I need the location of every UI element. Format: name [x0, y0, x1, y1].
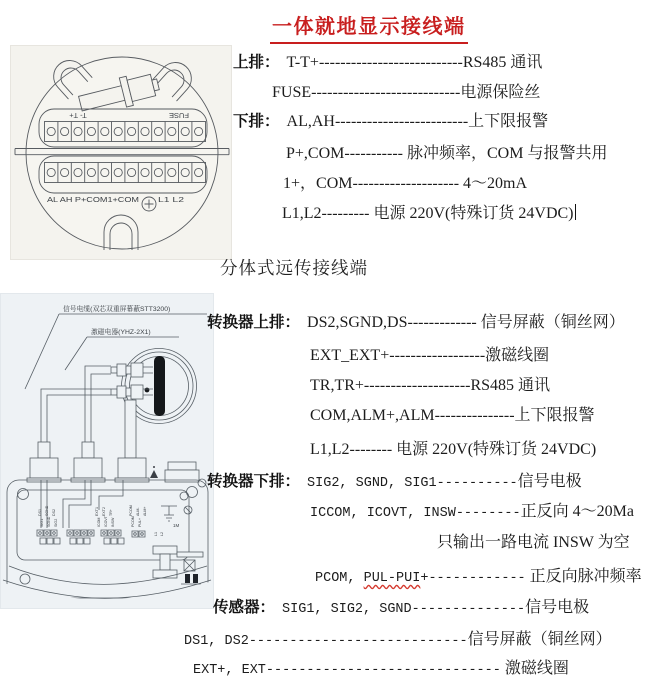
- ground-label: 1M: [173, 523, 180, 528]
- leader-dashes: -----------------------------: [265, 663, 501, 678]
- svg-text:L2: L2: [160, 532, 164, 536]
- wiring-row: [233, 53, 542, 73]
- terminal-desc: 上下限报警: [514, 407, 595, 424]
- terminal-code: FUSE: [272, 84, 312, 101]
- row-label: 下排：: [233, 113, 280, 130]
- svg-text:ALM-: ALM-: [136, 507, 140, 516]
- terminal-desc: 信号电极: [517, 473, 582, 490]
- excitation-cable-label: 激磁电器(YHZ-2X1): [91, 329, 151, 336]
- integrated-terminal-diagram: [11, 46, 231, 259]
- terminal-code: EXT+, EXT: [193, 663, 266, 678]
- leader-dashes: --------------------: [363, 377, 471, 394]
- terminal-desc: RS485 通讯: [470, 377, 551, 394]
- row-label: 转换器上排：: [207, 314, 301, 331]
- terminal-code: P+,COM: [286, 145, 345, 162]
- row-label: 传感器：: [213, 599, 276, 616]
- strip-bottom-right-label: L1 L2: [158, 195, 184, 204]
- terminal-code: L1,L2: [310, 441, 350, 458]
- section-subtitle: 分体式远传接线端: [220, 258, 368, 278]
- svg-text:TR+: TR+: [109, 509, 113, 516]
- wiring-row: [193, 659, 569, 681]
- terminal-code: TR,TR+: [310, 377, 364, 394]
- svg-text:L1: L1: [154, 532, 158, 536]
- leader-dashes: ----------------------------: [311, 84, 461, 101]
- signal-cable-label: 信号电缆(双芯双重屏幕蔽STT3200): [63, 306, 171, 313]
- leader-dashes: -------------: [407, 314, 477, 331]
- wiring-row: [286, 144, 607, 164]
- leader-dashes: ---------------------------: [318, 54, 463, 71]
- wiring-row: [315, 567, 642, 589]
- leader-dashes: ---------: [321, 205, 370, 222]
- leader-dashes: ----------: [436, 476, 518, 491]
- wiring-row: [310, 502, 634, 524]
- leader-dashes: --------------------: [352, 175, 460, 192]
- wiring-row: [233, 112, 548, 132]
- leader-dashes: ---------------: [434, 407, 515, 424]
- leader-dashes: -----------: [344, 145, 403, 162]
- note-text: 只输出一路电流 INSW 为空: [437, 534, 630, 551]
- wiring-row: [310, 346, 549, 366]
- wiring-row: [310, 406, 595, 426]
- note-row: [437, 533, 630, 553]
- terminal-desc: 电源 220V(特殊订货 24VDC): [392, 441, 597, 458]
- terminal-desc: 4～20mA: [459, 175, 528, 192]
- row-label: 转换器下排：: [207, 473, 301, 490]
- svg-text:INSW: INSW: [111, 517, 115, 527]
- wiring-row: [184, 630, 612, 652]
- terminal-code: DS2,SGND,DS: [307, 314, 408, 331]
- terminal-desc: RS485 通讯: [462, 54, 543, 71]
- terminal-desc: 正反向脉冲频率: [525, 568, 642, 585]
- leader-dashes: --------: [455, 506, 521, 521]
- integrated-terminal-photo: [10, 45, 232, 260]
- wiring-row: [310, 440, 596, 460]
- svg-text:SIG2: SIG2: [54, 518, 58, 527]
- svg-text:ALM+: ALM+: [143, 506, 147, 516]
- text-cursor: [575, 204, 577, 220]
- terminal-code: +: [420, 571, 429, 586]
- split-terminal-photo: [0, 293, 214, 609]
- wiring-row: [310, 376, 550, 396]
- terminal-desc: 信号屏蔽（铜丝网）: [467, 631, 612, 648]
- svg-text:PUL+: PUL+: [138, 517, 142, 527]
- terminal-code: L1,L2: [282, 205, 322, 222]
- wiring-row: [213, 598, 589, 620]
- terminal-code-spellcheck: PUL-PUI: [363, 571, 421, 586]
- page-title: 一体就地显示接线端: [270, 10, 468, 44]
- leader-dashes: -------------------------: [334, 113, 469, 130]
- terminal-code: 1+，COM: [283, 175, 353, 192]
- leader-dashes: --------: [349, 441, 393, 458]
- leader-dashes: ---------------------------: [248, 634, 468, 649]
- strip-top-left-label: T- T+: [69, 111, 87, 120]
- split-terminal-diagram: [1, 294, 213, 608]
- svg-text:ICOVT: ICOVT: [104, 516, 108, 527]
- terminal-code: T-T+: [286, 54, 319, 71]
- row-label: 上排：: [233, 54, 280, 71]
- terminal-desc: 脉冲频率，COM 与报警共用: [402, 145, 608, 162]
- terminal-code: SIG1, SIG2, SGND: [282, 602, 412, 617]
- wiring-row: [283, 174, 527, 194]
- terminal-code: EXT_EXT+: [310, 347, 390, 364]
- svg-text:DS2: DS2: [52, 509, 56, 516]
- leader-dashes: ------------: [428, 571, 526, 586]
- terminal-desc: 激磁线圈: [485, 347, 550, 364]
- svg-text:EXT2: EXT2: [102, 507, 106, 516]
- terminal-desc: 上下限报警: [468, 113, 549, 130]
- leader-dashes: --------------: [411, 602, 526, 617]
- terminal-desc: 电源 220V(特殊订货 24VDC): [369, 205, 574, 222]
- terminal-desc: 信号电极: [525, 599, 590, 616]
- terminal-code: DS1, DS2: [184, 634, 249, 649]
- svg-text:PCOM: PCOM: [131, 516, 135, 527]
- terminal-code: ICCOM, ICOVT, INSW: [310, 506, 456, 521]
- terminal-desc: 电源保险丝: [460, 84, 541, 101]
- svg-text:SIG1: SIG1: [40, 518, 44, 527]
- wiring-row: [272, 83, 540, 103]
- svg-text:PCOM: PCOM: [129, 505, 133, 516]
- terminal-code: SIG2, SGND, SIG1: [307, 476, 437, 491]
- terminal-code: COM,ALM+,ALM: [310, 407, 435, 424]
- svg-text:SGND: SGND: [47, 516, 51, 527]
- svg-text:DS1: DS1: [38, 509, 42, 516]
- terminal-desc: 正反向 4～20Ma: [520, 503, 634, 520]
- terminal-code: AL,AH: [286, 113, 335, 130]
- wiring-row: [282, 204, 576, 224]
- strip-bottom-left-label: AL AH P+COM1+COM: [47, 195, 139, 204]
- strip-top-right-label: FUSE: [168, 111, 190, 120]
- terminal-desc: 信号屏蔽（铜丝网）: [476, 314, 625, 331]
- leader-dashes: ------------------: [389, 347, 486, 364]
- wiring-row: [207, 313, 625, 333]
- terminal-desc: 激磁线圈: [500, 660, 569, 677]
- wiring-row: [207, 472, 582, 494]
- svg-text:ICOM: ICOM: [97, 517, 101, 527]
- svg-text:SGND: SGND: [45, 505, 49, 516]
- svg-text:EXT1: EXT1: [95, 507, 99, 516]
- terminal-code: PCOM,: [315, 571, 364, 586]
